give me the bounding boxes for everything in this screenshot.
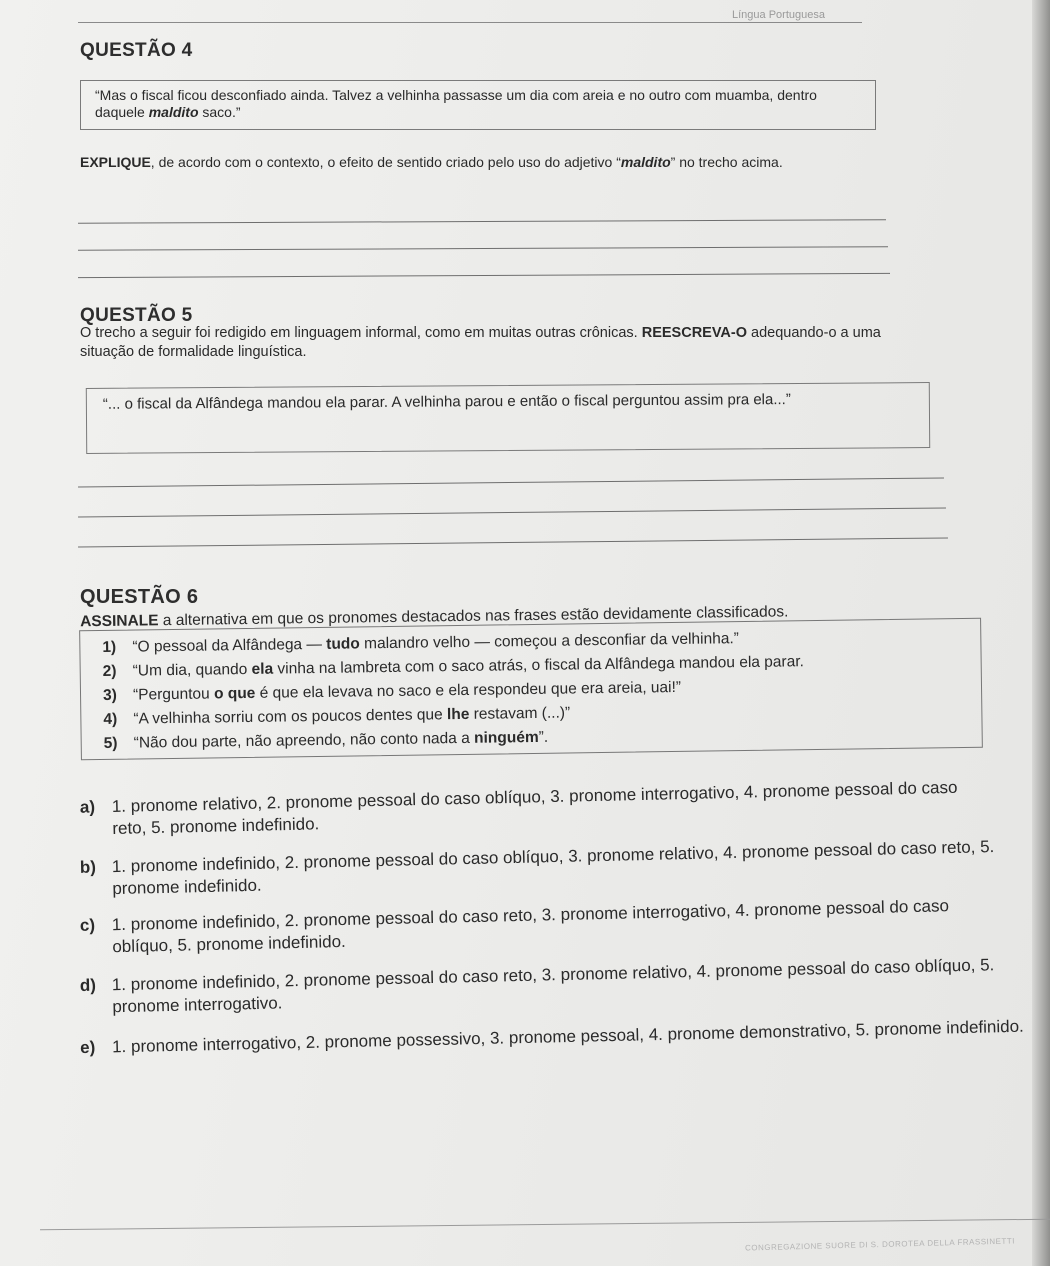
footer-text: CONGREGAZIONE SUORE DI S. DOROTEA DELLA FRASSINETTI: [744, 1236, 1016, 1253]
sentence-text-end: malandro velho — começou a desconfiar da velhinha.”: [359, 630, 739, 653]
instruction-text-end: adequando-o a uma situação de formalidade linguística.: [80, 325, 881, 360]
option-letter: e): [79, 1037, 96, 1058]
header-subject: Língua Portuguesa: [732, 9, 825, 21]
instruction-text: a alternativa em que os pronomes destacados nas frases estão devidamente classificados.: [158, 603, 789, 630]
option-text: 1. pronome indefinido, 2. pronome pessoal do caso reto, 3. pronome interrogativo, 4. pronome pessoal do caso oblíquo, 5. pronome indefinido.: [111, 896, 950, 957]
sentence-number: 4): [103, 710, 118, 728]
option-letter: d): [79, 975, 97, 996]
header-divider: [78, 22, 862, 23]
instruction-text: , de acordo com o contexto, o efeito de sentido criado pelo uso do adjetivo “: [150, 154, 621, 170]
instruction-verb: REESCREVA-O: [641, 325, 748, 341]
sentence-text: “A velhinha sorriu com os poucos dentes que: [133, 706, 448, 728]
question-4-instruction: [80, 154, 880, 171]
quote-emphasis: maldito: [148, 104, 199, 120]
sentence-item: [104, 729, 549, 753]
highlighted-pronoun: lhe: [446, 705, 470, 724]
page-edge-shadow: [1032, 0, 1050, 1266]
sentence-item: [103, 679, 681, 705]
quote-text-end: saco.”: [198, 104, 241, 120]
instruction-verb: EXPLIQUE: [80, 154, 151, 170]
highlighted-pronoun: ninguém: [473, 728, 539, 747]
option-text: 1. pronome indefinido, 2. pronome pessoal do caso oblíquo, 3. pronome relativo, 4. pronome pessoal do caso reto, 5. pronome indefinido.: [111, 837, 995, 899]
quote-text: “Mas o fiscal ficou desconfiado ainda. Talvez a velhinha passasse um dia com areia e no outro com muamba, dentro daquele: [95, 87, 817, 120]
option-text: 1. pronome indefinido, 2. pronome pessoal do caso reto, 3. pronome relativo, 4. pronome pessoal do caso oblíquo, 5. pronome interrogativo.: [111, 955, 995, 1017]
sentence-number: 5): [103, 734, 118, 752]
sentence-number: 3): [102, 686, 117, 704]
option-text: 1. pronome relativo, 2. pronome pessoal do caso oblíquo, 3. pronome interrogativo, 4. pronome pessoal do caso reto, 5. pronome indefinido.: [111, 777, 958, 838]
question-4-quote: [80, 80, 876, 130]
instruction-verb: ASSINALE: [80, 612, 159, 631]
option-letter: b): [79, 857, 97, 877]
sentences-box: [79, 618, 983, 761]
highlighted-pronoun: ela: [251, 660, 274, 678]
question-5-quote: “... o fiscal da Alfândega mandou ela parar. A velhinha parou e então o fiscal perguntou assim pra ela...”: [86, 382, 930, 454]
sentence-item: [103, 653, 804, 681]
instruction-text-end: ” no trecho acima.: [670, 154, 783, 170]
sentence-item: [102, 630, 739, 657]
question-5-title: QUESTÃO 5: [80, 305, 193, 326]
sentence-text: “O pessoal da Alfândega —: [132, 635, 327, 656]
sentence-text-end: ”.: [538, 728, 549, 746]
sentence-text: “Não dou parte, não apreendo, não conto nada a: [133, 729, 475, 752]
sentence-text-end: vinha na lambreta com o saco atrás, o fiscal da Alfândega mandou ela parar.: [273, 653, 804, 678]
sentence-text: “Um dia, quando: [132, 660, 252, 680]
sentence-number: 2): [102, 662, 117, 680]
highlighted-pronoun: tudo: [326, 635, 360, 653]
sentence-text-end: é que ela levava no saco e ela respondeu que era areia, uai!”: [255, 678, 682, 702]
highlighted-pronoun: o que: [213, 684, 256, 703]
question-4-title: QUESTÃO 4: [80, 40, 193, 61]
question-5-instruction: [80, 324, 930, 362]
question-6-title: QUESTÃO 6: [80, 586, 199, 608]
sentence-number: 1): [102, 638, 117, 656]
option-letter: c): [79, 915, 96, 935]
option-letter: a): [79, 797, 96, 817]
sentence-text-end: restavam (...)”: [469, 704, 571, 723]
sentence-text: “Perguntou: [132, 685, 215, 704]
instruction-emphasis: maldito: [620, 154, 671, 170]
instruction-text: O trecho a seguir foi redigido em linguagem informal, como em muitas outras crônicas.: [80, 325, 642, 341]
option-text: 1. pronome interrogativo, 2. pronome possessivo, 3. pronome pessoal, 4. pronome demonstrativo, 5. pronome indefinido.: [111, 1016, 1024, 1057]
sentence-item: [103, 704, 570, 729]
